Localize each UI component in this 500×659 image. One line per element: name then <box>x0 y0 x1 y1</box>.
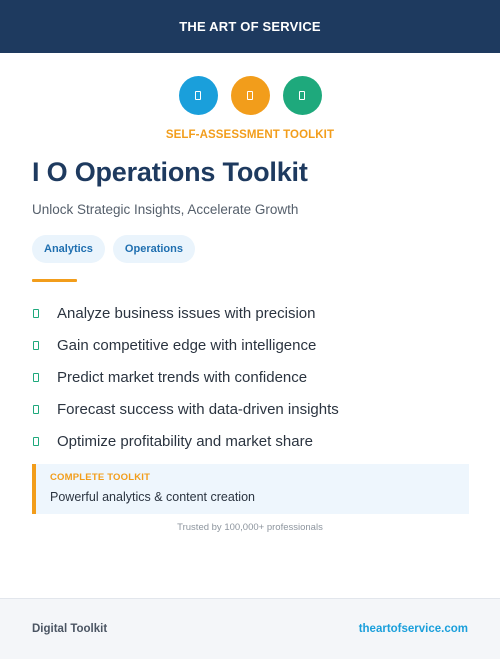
check-icon <box>33 405 39 414</box>
check-icon <box>33 373 39 382</box>
page-title: I O Operations Toolkit <box>32 157 308 187</box>
feature-label: Forecast success with data-driven insights <box>57 400 339 418</box>
icon-row <box>0 76 500 115</box>
feature-label: Optimize profitability and market share <box>57 432 313 450</box>
tag-operations: Operations <box>113 235 195 263</box>
feature-label: Predict market trends with confidence <box>57 368 308 386</box>
kicker-label: SELF-ASSESSMENT TOOLKIT <box>165 129 335 141</box>
doc-icon <box>231 76 270 115</box>
accent-divider <box>32 279 77 282</box>
tag-list <box>32 235 195 263</box>
callout-box <box>32 464 469 514</box>
doc-icon <box>179 76 218 115</box>
list-item <box>32 361 468 393</box>
feature-label: Gain competitive edge with intelligence <box>57 336 317 354</box>
website-link[interactable]: theartofservice.com <box>358 623 468 635</box>
list-item <box>32 329 468 361</box>
list-item <box>32 393 468 425</box>
header-bar <box>0 0 500 53</box>
subtitle: Unlock Strategic Insights, Accelerate Growth <box>32 202 299 217</box>
trust-note: Trusted by 100,000+ professionals <box>177 522 323 533</box>
brand-title: THE ART OF SERVICE <box>179 19 321 34</box>
check-icon <box>33 309 39 318</box>
callout-text: Powerful analytics & content creation <box>50 490 255 504</box>
feature-list <box>32 297 468 457</box>
list-item <box>32 425 468 457</box>
check-icon <box>33 341 39 350</box>
check-icon <box>33 437 39 446</box>
footer-bar <box>0 598 500 659</box>
callout-kicker: COMPLETE TOOLKIT <box>50 472 151 483</box>
doc-icon <box>283 76 322 115</box>
feature-label: Analyze business issues with precision <box>57 304 316 322</box>
tag-analytics: Analytics <box>32 235 105 263</box>
footer-label: Digital Toolkit <box>32 623 108 635</box>
list-item <box>32 297 468 329</box>
